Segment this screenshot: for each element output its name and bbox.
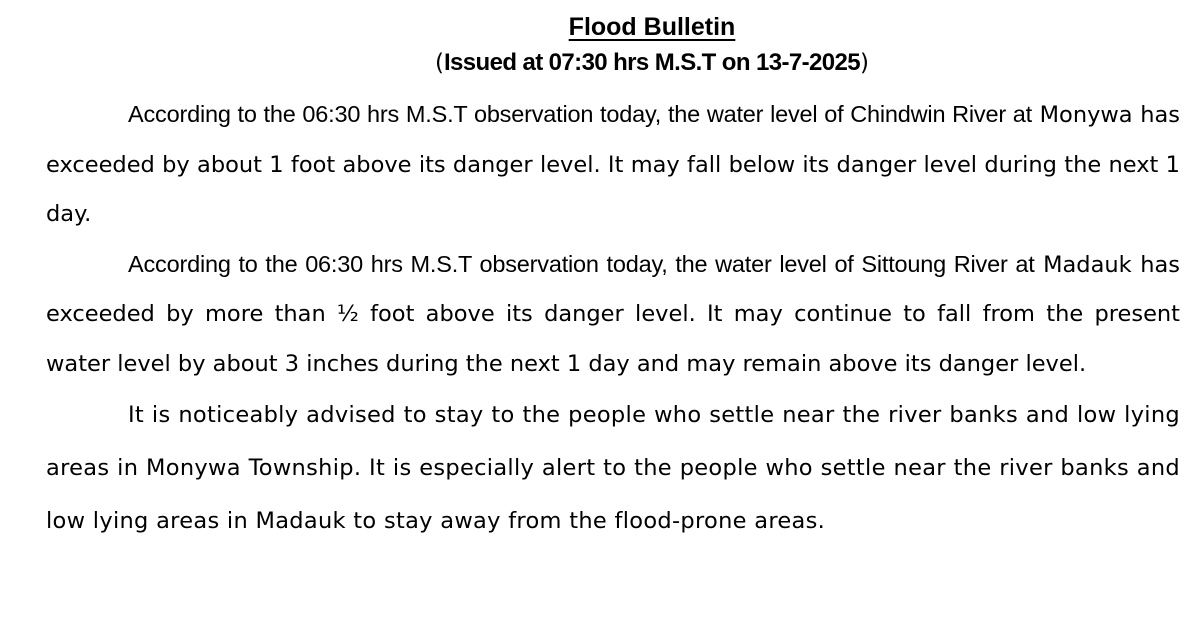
paragraph-advisory-text: It is noticeably advised to stay to the people who settle near the river banks and low lying areas in Monywa Township. It is especially alert to the people who settle near the river banks and low lying areas in Madauk to stay away from the flood-prone areas. (46, 402, 1180, 534)
paragraph-sittoung (46, 240, 1180, 390)
paragraph-advisory (46, 389, 1180, 548)
bulletin-title-text: Flood Bulletin (568, 13, 736, 41)
paragraph-chindwin-rest: Monywa has exceeded by about 1 foot above its danger level. It may fall below its danger level during the next 1 day. (46, 102, 1180, 227)
paragraph-chindwin-lead: According to the 06:30 hrs M.S.T observation today, the water level of Chindwin River at (128, 101, 1032, 127)
paragraph-sittoung-rest: Madauk has exceeded by more than ½ foot above its danger level. It may continue to fall from the present water level by about 3 inches during the next 1 day and may remain above its danger level. (46, 251, 1180, 377)
paragraph-chindwin (46, 90, 1180, 240)
paragraph-sittoung-lead: According to the 06:30 hrs M.S.T observation today, the water level of Sittoung River at (128, 250, 1035, 277)
issued-text: Issued at 07:30 hrs M.S.T on 13-7-2025 (443, 49, 861, 76)
issued-line (46, 48, 1180, 90)
issued-close-paren: ) (860, 50, 869, 76)
bulletin-page (46, 12, 1180, 548)
bulletin-title (46, 12, 1180, 48)
issued-open-paren: ( (434, 50, 444, 76)
